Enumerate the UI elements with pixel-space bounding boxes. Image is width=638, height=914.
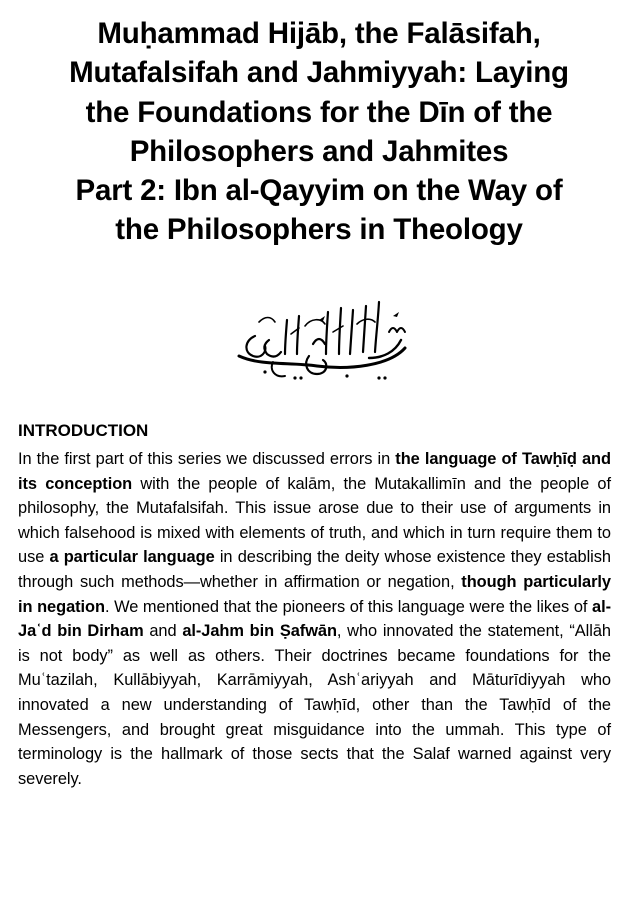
title-line: Part 2: Ibn al-Qayyim on the Way of (75, 174, 563, 208)
paragraph-run: . We mentioned that the pioneers of this language were the likes of (104, 597, 593, 616)
title-line: Mutafalsifah and Jahmiyyah: Laying (69, 56, 569, 90)
paragraph-run: in describing the deity whose existence they establish through such methods—whether in affirmation or negation, (18, 548, 611, 591)
paragraph-run-bold: though particularly in negation (18, 572, 611, 616)
title-line: Philosophers and Jahmites (129, 134, 509, 168)
paragraph-run-bold: al-Jaʿd bin Dirham (18, 597, 611, 641)
paragraph-run: , who innovated the statement, “Allāh is not body” as well as others. Their doctrines became foundations for the Muʿtazilah, Kullābiyyah, Karrāmiyyah, Ashʿariyyah and Māturīdiyyah who innovated a new understanding of Tawḥīd, other than the Tawḥīd of the Messengers, and brought great misguidance into the ummah. This type of terminology is the hallmark of those sects that the Salaf warned against very severely. (18, 622, 611, 788)
title-line: the Foundations for the Dīn of the (85, 95, 553, 129)
paragraph-run-bold: al-Jahm bin Ṣafwān (182, 622, 337, 641)
paragraph-run-bold: a particular language (49, 548, 215, 567)
article-title (20, 14, 618, 250)
paragraph-run-bold: the language of Tawḥīḍ and its conception (18, 450, 611, 493)
basmala-calligraphy-icon (229, 296, 411, 384)
title-line: Muḥammad Hijāb, the Falāsifah, (97, 17, 541, 50)
introduction-paragraph (18, 447, 611, 791)
paragraph-run: with the people of kalām, the Mutakallimīn and the people of philosophy, the Mutafalsifah. This issue arose due to their use of arguments in which falsehood is mixed with elements of truth, and which in turn require them to use (18, 474, 611, 567)
paragraph-run: In the first part of this series we discussed errors in (18, 450, 396, 468)
title-line: the Philosophers in Theology (115, 213, 523, 247)
paragraph-run: and (143, 622, 183, 641)
section-heading: INTRODUCTION (18, 421, 149, 440)
